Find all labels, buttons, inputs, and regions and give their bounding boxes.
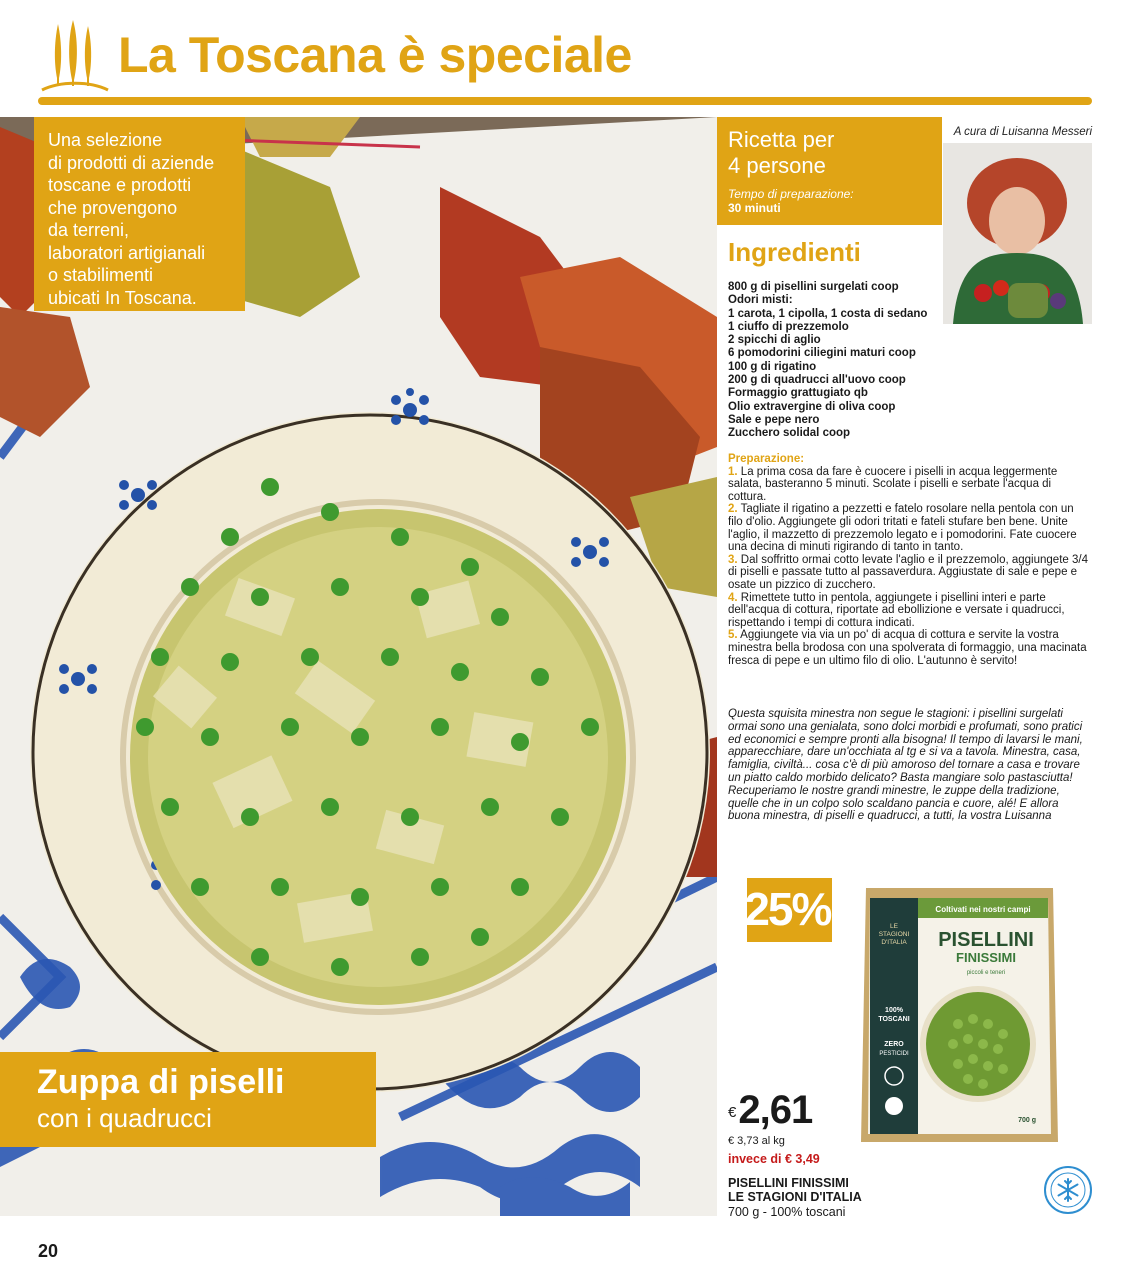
pack-brand-line2: STAGIONI [878, 931, 910, 938]
intro-line: o stabilimenti [48, 265, 154, 285]
preparation-step [728, 554, 1088, 592]
step-number: 2. [728, 503, 738, 516]
prep-time: 30 minuti [728, 201, 781, 215]
ingredient-item: Formaggio grattugiato qb [728, 387, 868, 400]
preparation-step [728, 503, 1088, 553]
pack-name-line1: PISELLINI [938, 929, 1034, 951]
intro-line: ubicati In Toscana. [48, 287, 197, 308]
dish-subtitle: con i quadrucci [37, 1103, 212, 1133]
intro-line: laboratori artigianali [48, 242, 206, 263]
price-value: 2,61 [738, 1088, 813, 1132]
ingredients-list [728, 281, 927, 441]
price-currency: € [728, 1104, 737, 1121]
pack-brand-line3: D'ITALIA [881, 939, 907, 946]
product-name [728, 1176, 862, 1204]
step-number: 5. [728, 629, 738, 642]
ingredient-item: 100 g di rigatino [728, 360, 817, 373]
step-text: Aggiungete via via un po' di acqua di cottura e servite la vostra minestra bella brodosa con una spolverata di formaggio, una macinata fresca di pepe e un ultimo filo di olio. L'autunno è servito! [728, 629, 1087, 667]
product-name-line2: LE STAGIONI D'ITALIA [728, 1190, 862, 1204]
snowflake-icon [1044, 1166, 1092, 1214]
ingredient-item: 2 spicchi di aglio [728, 334, 821, 347]
preparation [728, 453, 1088, 667]
pack-tagline: piccoli e teneri [966, 970, 1006, 976]
product-name-line1: PISELLINI FINISSIMI [728, 1176, 849, 1190]
ingredient-item: 1 carota, 1 cipolla, 1 costa di sedano [728, 307, 928, 320]
pack-badge-line2: TOSCANI [878, 1016, 910, 1023]
pack-weight: 700 g [1018, 1117, 1036, 1124]
ingredient-item: 6 pomodorini ciliegini maturi coop [728, 347, 916, 360]
preparation-title: Preparazione: [728, 453, 805, 465]
pack-banner: Coltivati nei nostri campi [935, 905, 1031, 914]
preparation-step [728, 592, 1088, 630]
intro-line: da terreni, [48, 220, 130, 240]
serves-line2: 4 persone [728, 153, 826, 178]
original-price: invece di € 3,49 [728, 1152, 820, 1166]
dish-title-box [0, 1052, 376, 1147]
ingredient-item: Zucchero solidal coop [728, 427, 851, 440]
step-number: 1. [728, 465, 738, 478]
curated-by: A cura di Luisanna Messeri [953, 126, 1092, 138]
ingredient-item: 800 g di pisellini surgelati coop [728, 281, 899, 293]
pack-name-line2: FINISSIMI [956, 950, 1016, 965]
ingredient-item: 200 g di quadrucci all'uovo coop [728, 374, 906, 387]
pack-zero-line1: ZERO [884, 1041, 904, 1048]
step-text: Rimettete tutto in pentola, aggiungete i pisellini interi e parte dell'acqua di cottura, riportate ad ebollizione e versate i quadrucci, rispettando i tempi di cottura indicati. [728, 591, 1065, 629]
intro-line: Una selezione [48, 130, 163, 150]
discount-badge [731, 878, 832, 942]
intro-line: di prodotti di aziende [48, 152, 215, 173]
intro-box [34, 117, 245, 311]
recipe-header-box [717, 117, 942, 225]
price [728, 1088, 812, 1133]
pack-badge-line1: 100% [885, 1007, 903, 1014]
step-text: La prima cosa da fare è cuocere i piselli in acqua leggermente salata, basteranno 5 minuti. Scolate i piselli e serbate l'acqua di cottura. [728, 465, 1058, 503]
dish-name: Zuppa di piselli [37, 1063, 285, 1101]
pack-zero-line2: PESTICIDI [879, 1051, 909, 1057]
preparation-step [728, 466, 1088, 504]
ingredients-title: Ingredienti [728, 237, 861, 267]
step-text: Dal soffritto ormai cotto levate l'aglio e il prezzemolo, aggiungete 3/4 di piselli e passate tutto al passaverdura. Aggiustate di sale e pepe e osate un pizzico di zucchero. [728, 553, 1088, 591]
discount-value: -25% [731, 883, 831, 935]
page-title: La Toscana è speciale [118, 27, 632, 83]
header-rule [38, 97, 1092, 105]
ingredient-item: Sale e pepe nero [728, 413, 820, 426]
author-portrait [943, 143, 1092, 324]
product-description: 700 g - 100% toscani [728, 1205, 846, 1219]
pack-brand-line1: LE [890, 923, 898, 930]
serves-line1: Ricetta per [728, 127, 835, 152]
intro-line: che provengono [48, 197, 178, 218]
ingredient-item: 1 ciuffo di prezzemolo [728, 320, 849, 333]
unit-price: € 3,73 al kg [728, 1135, 785, 1147]
prep-time-label: Tempo di preparazione: [728, 187, 854, 201]
pack-brand-seal [885, 1097, 903, 1115]
product-package [858, 884, 1061, 1146]
preparation-step [728, 629, 1088, 667]
step-number: 3. [728, 553, 738, 566]
cypress-trees-icon [40, 18, 110, 93]
step-number: 4. [728, 591, 738, 604]
intro-line: toscane e prodotti [48, 175, 192, 195]
ingredient-item: Odori misti: [728, 294, 793, 307]
step-text: Tagliate il rigatino a pezzetti e fatelo rosolare nella pentola con un filo d'olio. Aggiungete gli odori tritati e fateli stufare ben bene. Unite l'aglio, il mazzetto di prezzemolo legato e i pomodorini. Fate cuocere una decina di minuti rigirando di tanto in tanto. [728, 503, 1077, 554]
author-note: Questa squisita minestra non segue le stagioni: i pisellini surgelati ormai sono una genialata, sono dolci morbidi e profumati, sono pratici ed economici e sempre pronti alla bisogna! Il tempo di lavarsi le mani, apparecchiare, dare un'occhiata al tg e si va a tavola. Minestra, casa, famiglia, civiltà... cosa c'è di più amoroso del tornare a casa e trovare un piatto caldo morbido delicato? Basta mangiare solo pastasciutta! Recuperiamo le nostre grandi minestre, le zuppe della tradizione, quelle che in un colpo solo scaldano pancia e cuore, alé! E allora buona minestra, di piselli e quadrucci, a tutti, la vostra Luisanna [728, 708, 1083, 823]
ingredient-item: Olio extravergine di oliva coop [728, 400, 896, 413]
page-number: 20 [38, 1241, 59, 1261]
